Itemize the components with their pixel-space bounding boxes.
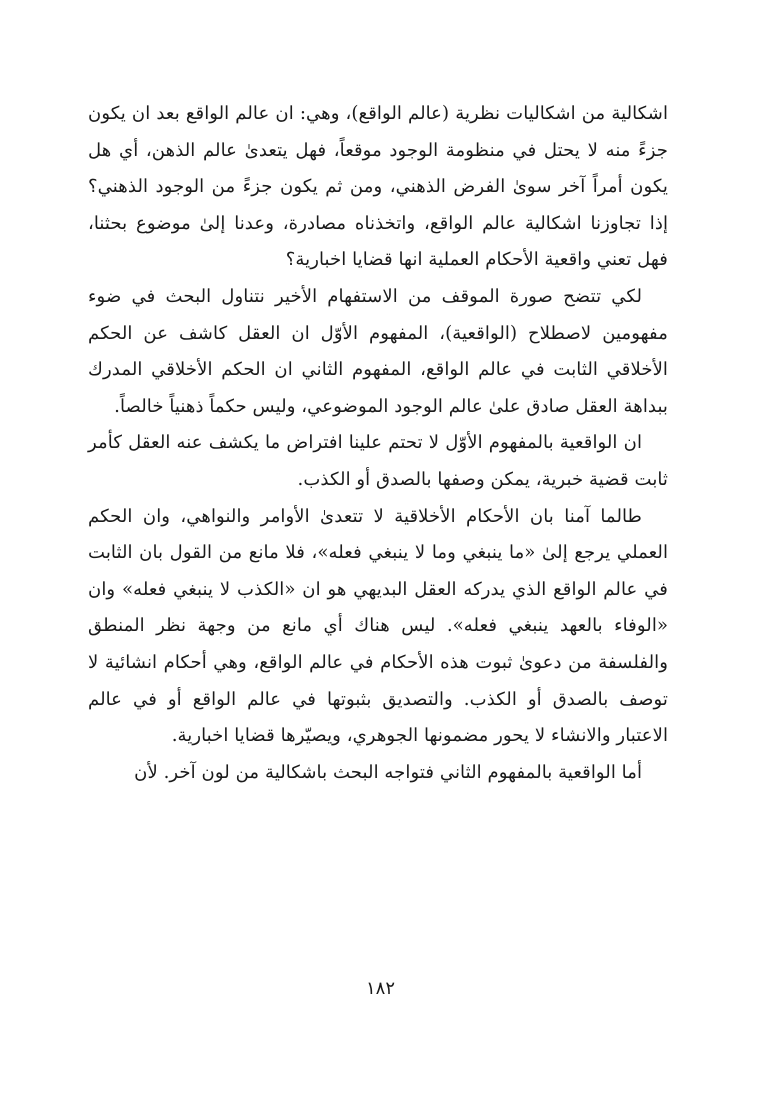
paragraph-2: لكي تتضح صورة الموقف من الاستفهام الأخير نتناول البحث في ضوء مفهومين لاصطلاح (الواقعية)، المفهوم الأوّل ان العقل كاشف عن الحكم الأخلاقي الثابت في عالم الواقع، المفهوم الثاني ان الحكم الأخلاقي المدرك ببداهة العقل صادق علىٰ عالم الوجود الموضوعي، وليس حكماً ذهنياً خالصاً. [88,285,668,417]
paragraph-3: ان الواقعية بالمفهوم الأوّل لا تحتم علينا افتراض ما يكشف عنه العقل كأمر ثابت قضية خبرية، يمكن وصفها بالصدق أو الكذب. [88,432,668,490]
paragraph-1: اشكالية من اشكاليات نظرية (عالم الواقع)، وهي: ان عالم الواقع بعد ان يكون جزءً منه لا يحتل في منظومة الوجود موقعاً، فهل يتعدىٰ عالم الذهن، أي هل يكون أمراً آخر سوىٰ الفرض الذهني، ومن ثم يكون جزءً من الوجود الذهني؟ إذا تجاوزنا اشكالية عالم الواقع، واتخذناه مصادرة، وعدنا إلىٰ موضوع بحثنا، فهل تعني واقعية الأحكام العملية انها قضايا اخبارية؟ [88,103,668,271]
paragraph-5: أما الواقعية بالمفهوم الثاني فتواجه البحث باشكالية من لون آخر. لأن [134,761,642,783]
body-text [88,96,668,791]
paragraph-4: طالما آمنا بان الأحكام الأخلاقية لا تتعدىٰ الأوامر والنواهي، وان الحكم العملي يرجع إلىٰ «ما ينبغي وما لا ينبغي فعله»، فلا مانع من القول بان الثابت في عالم الواقع الذي يدركه العقل البديهي هو ان «الكذب لا ينبغي فعله» وان «الوفاء بالعهد ينبغي فعله». ليس هناك أي مانع من وجهة نظر المنطق والفلسفة من دعوىٰ ثبوت هذه الأحكام في عالم الواقع، وهي أحكام انشائية لا توصف بالصدق أو الكذب. والتصديق بثبوتها في عالم الواقع أو في عالم الاعتبار والانشاء لا يحور مضمونها الجوهري، ويصيّرها قضايا اخبارية. [88,505,668,747]
page-number: ١٨٢ [365,978,395,999]
